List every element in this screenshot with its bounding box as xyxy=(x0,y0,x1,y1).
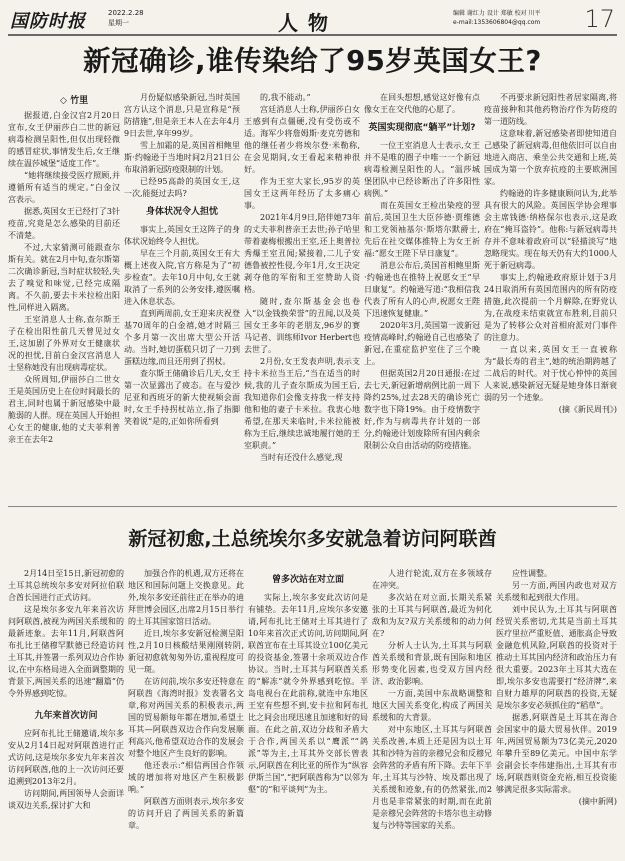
article2-col5 xyxy=(496,568,617,856)
paragraph: 不再要求新冠阳性者居家隔离,将疫苗接种和其他药物治疗作为防疫的第一道防线。 xyxy=(484,93,617,126)
paragraph: 消息公布后,英国首相鲍里斯·约翰逊也在推特上祝愿女王“早日康复”。约翰逊写道:“我相信我代表了所有人的心声,祝愿女王陛下迅速恢复健康。” xyxy=(364,261,480,318)
paragraph: 刘中民认为,土耳其与阿联酋经贸关系密切,尤其是当前土耳其医疗里拉严重贬值、通胀高企导致金融危机风险,阿联酋的投资对于推动土耳其国内经济和政治压力有很大重要。2023年土耳其大选在即,埃尔多安也需要打“经济牌”,来自财力雄厚的阿联酋的投资,无疑是埃尔多安必须抓住的“稻草”。 xyxy=(496,605,617,710)
subheading: 曾多次站在对立面 xyxy=(271,575,344,585)
article2-col1 xyxy=(8,568,124,702)
paragraph: 2月14日至15日,新冠初愈的土耳其总统埃尔多安对阿拉伯联合酋长国进行正式访问。 xyxy=(8,569,124,602)
section-title: 人物 xyxy=(278,11,338,35)
paragraph: 访问期间,两国领导人会面详谈双边关系,探讨扩大和 xyxy=(8,789,124,810)
article2-col3 xyxy=(248,568,368,856)
paragraph: 近日,埃尔多安新冠检测呈阳性,2月10日核酸结果刚刚转阴,新冠初愈就匆匆外访,重视程度可见一斑。 xyxy=(128,629,244,674)
paragraph: 约翰逊的许多健康顾问认为,此举具有很大的风险。英国医学协会理事会主席钱德·纳格保尔也表示,这是政府在“掩耳盗铃”。他称:与新冠病毒共存并不意味着政府可以“轻描淡写”地忽略现实。现在每天仍有大约1000人死于新冠病毒。 xyxy=(484,189,617,270)
paragraph: 在回头想想,感觉这好像有点像女王在交代他的心愿了。 xyxy=(364,93,480,114)
article2-col4 xyxy=(372,568,492,856)
email-text: e-mail:1353606804@qq.com xyxy=(453,19,541,26)
paragraph: 宫廷消息人士称,伊丽莎白女王感到有点僵硬,没有受伤或不适。海军少将詹姆斯·麦克劳德和他的继任者少将埃尔登·米勒称,在会见期间,女王看起来精神很好。 xyxy=(244,105,360,174)
page-number: 17 xyxy=(584,5,615,33)
paragraph: 一方面,美国中东战略调整和地区大国关系变化,构成了两国关系缓和的大背景。 xyxy=(372,689,492,722)
paragraph: 的,我不能动。” xyxy=(260,93,311,102)
article1-col2 xyxy=(124,92,240,502)
paragraph: 直到两周前,女王迎来庆祝登基70周年的白金禧,她才时隔三个多月第一次出席大型公开活动。当时,她切蛋糕只切了一刀到蛋糕边缘,而且还用到了拐杖。 xyxy=(124,309,240,366)
paragraph: 实际上,埃尔多安此次访问是有铺垫。去年11月,应埃尔多安邀请,阿布扎比王储对土耳其进行了10年来首次正式访问,访问期间,阿联酋宣布在土耳其设立100亿美元的投资基金,签署十余项双边合作协议。当时,土耳其与阿联酋关系的“解冻”就令外界感到吃惊。半岛电视台在此前称,就连中东地区王室有些想不到,安卡拉和阿布扎比之间会出现迅速且加速和好的局面。在此之前,双边分歧和矛盾大于合作,两国关系以“鹰派”“鸽派”等为主,土耳其外交部长曾表示,阿联酋在利比亚的所作为“纵容伊斯兰国”,“把阿联酋称为“以邻为壑”的“和平谈判”为主。 xyxy=(248,593,368,794)
article-divider xyxy=(8,506,617,507)
subheading: 身体状况令人担忧 xyxy=(145,207,218,217)
paragraph: 这是埃尔多安九年来首次访问阿联酋,被视为两国关系缓和的最新迹象。去年11月,阿联酋阿布扎比王储穆罕默德已经造访问土耳其,并签署一系列双边合作协议,在中东格局进入全面调整期的背景下,两国关系的迅速“翻篇”仍令外界感到吃惊。 xyxy=(8,605,124,698)
subheading: 英国实现彻底“躺平”计划? xyxy=(368,123,476,133)
paragraph: 一直以来,英国女王一直被称为“最长寿的君主”,她的统治期跨越了二战后的时代。对于忧心忡忡的英国人来说,感染新冠无疑是她身体日渐衰弱的另一个迹象。 xyxy=(484,345,617,402)
paragraph: 随时,查尔斯基金会也卷入“以金钱换荣誉”的丑闻,以及英国女王多年的老朋友,96岁的赛马记者、训练师Ivor Herbert也去世了。 xyxy=(244,297,360,354)
article1-headline: 新冠确诊,谁传染给了95岁英国女王? xyxy=(83,45,542,77)
article1-col3 xyxy=(244,92,360,502)
paragraph: 作为王室大家长,95岁的英国女王这两年经历了太多痛心事。 xyxy=(244,177,360,210)
paragraph: 对中东地区,土耳其与阿联酋关系改善,本质上还是因为以土耳其和沙特为首的亲穆兄会和反穆兄会阵营的矛盾有所下降。去年下半年,土耳其与沙特、埃及都出现了关系缓和迹象,有的仍然紧张,而2月也是非常紧张的时期,而在此前是亲穆兄会阵营的卡塔尔也主动修复与沙特等国家的关系。 xyxy=(372,725,492,830)
article-source: (摘《新民周刊》) xyxy=(558,405,617,414)
paragraph: 另一方面,两国内政也对双方关系缓和起到很大作用。 xyxy=(496,581,617,602)
editors-text: 编辑 谢红力 设计 郑敏 校对 川平 xyxy=(453,10,541,17)
paragraph: 2020年3月,英国第一波新冠疫情高峰时,约翰逊自己也感染了新冠,在重症监护室住了三个晚上。 xyxy=(364,321,480,366)
paragraph: 众所周知,伊丽莎白二世女王是英国历史上在位时间最长的君主,同时也属于新冠感染中最脆弱的人群。现在英国人开始担心女王的健康,他的丈夫菲利普亲王在去年2 xyxy=(8,375,120,444)
paragraph: 不过,大家猜测可能跟查尔斯有关。就在2月中旬,查尔斯第二次确诊新冠,当时症状较轻,失去了嗅觉和味觉,已经完成隔离。不久前,要去卡米拉检出阳性,同样进入隔离。 xyxy=(8,243,120,312)
paragraph: 一位王室消息人士表示,女王并不是唯的圈子中唯一一个新冠病毒检测呈阳性的人。“温莎城堡团队中已经诊断出了许多阳性病例。” xyxy=(364,141,480,198)
weekday-text: 星期一 xyxy=(108,19,129,27)
article1-byline: ◇ 竹里 xyxy=(60,96,89,106)
article2-col2 xyxy=(128,568,244,856)
paragraph: 据报道,白金汉宫2月20日宣布,女王伊丽莎白二世的新冠病毒检测呈阳性,但仅出现轻微的感冒症状,事情发生后,女王继续在温莎城堡“适度工作”。 xyxy=(8,111,120,168)
paragraph: 阿联酋方面则表示,埃尔多安的访问开启了两国关系的新篇章。 xyxy=(128,797,244,830)
paragraph: “她将继续接受医疗照顾,并遵循所有适当的规定。”白金汉宫表示。 xyxy=(8,171,120,204)
article1-col1 xyxy=(8,110,120,502)
date-text: 2022.2.28 xyxy=(108,9,144,17)
paragraph: 事实上,约翰逊政府原计划于3月24日取消所有英国范围内的所有防疫措施,此次提前一个月解除,在野党认为,在战疫未结束就宣布胜利,目前只是为了转移公众对首相府派对门事件的注意力。 xyxy=(484,273,617,342)
paragraph: 王室消息人士称,查尔斯王子在检出阳性前几天曾见过女王,这加剧了外界对女王健康状况的担忧,目前白金汉宫消息人士坚称她没有出现病毒症状。 xyxy=(8,315,120,372)
paragraph: 事实上,英国女王这阵子的身体状况始终令人担忧。 xyxy=(124,225,240,246)
paragraph: 应阿布扎比王储邀请,埃尔多安从2月14日起对阿联酋进行正式访问,这是埃尔多安九年来首次访问阿联酋,他的上一次访问还要追溯到2013年2月。 xyxy=(8,729,124,786)
paragraph: 这意味着,新冠感染者即使知道自己感染了新冠病毒,但他依旧可以自由地进入商店、乘坐公共交通和上班,英国成为第一个放弃抗疫的主要欧洲国家。 xyxy=(484,129,617,186)
paragraph: 多次站在对立面,长期关系紧张的土耳其与阿联酋,最近为何化敌和为友?双方关系缓和的动力何在? xyxy=(372,593,492,638)
paragraph: 他还表示:“相信两国合作领域的增加将对地区产生积极影响。” xyxy=(128,761,244,794)
masthead xyxy=(8,6,617,36)
paragraph: 2021年4月9日,陪伴她73年的丈夫菲利普亲王去世;孙子哈里带着妻梅根搬出王室,还上奥普拉秀爆王室丑闻;紧接着,二儿子安德鲁被控性侵,今年1月,女王决定剥夺他的军衔和王室赞助人资格。 xyxy=(244,213,360,294)
paragraph: 而在英国女王检出染疫的翌前后,英国卫生大臣莎德·贾维德和工党领袖基尔·斯塔尔默爵士,先后在社交媒体推特上为女王祈福:“愿女王陛下早日康复”。 xyxy=(364,201,480,258)
article-source: (摘中新网) xyxy=(578,797,617,806)
article1-col5 xyxy=(484,92,617,502)
article1-col4 xyxy=(364,92,480,502)
paragraph: 据悉,阿联酋是土耳其在海合会国家中的最大贸易伙伴。2019年,两国贸易额为73亿美元,2020年攀升至89亿美元。中国中东学会副会长李伟建指出,土耳其有市场,阿联酋则资金充裕,相互投资能够满足很多实际需求。 xyxy=(496,713,617,794)
paragraph: 查尔斯王储确诊后几天,女王第一次显露出了疲态。在与爱沙尼亚和西班牙的新大使视频会面时,女王手持拐杖站立,指了指脚笑着说“是的,正如你所看到 xyxy=(124,369,240,426)
paragraph: 月份疑似感染新冠,当时英国宫方认这个消息,只是宣称是“预防措施”,但是亲王本人在去年4月9日去世,享年99岁。 xyxy=(124,93,240,138)
paragraph: 2月份,女王发表声明,表示支持卡米拉当王后,“当在适当的时候,我的儿子查尔斯成为国王后,我知道你们会像支持我一样支持他和他的妻子卡米拉。我衷心地希望,在那天来临时,卡米拉能被称为王后,继续忠诚地履行她的王室职责。” xyxy=(244,357,360,450)
paragraph: 在访问前,埃尔多安还特意在阿联酋《海湾时报》发表署名文章,称对两国关系的积极表示,两国的贸易额每年都在增加,希望土耳其—阿联酋双边合作向发展顺利高兴,他希望双边合作的发展会对整个地区产生良好的影响。 xyxy=(128,677,244,758)
paragraph: 加强合作的机遇,双方还将在地区和国际问题上交换意见。此外,埃尔多安还前往正在举办的迪拜世博会园区,出席2月15日举行的土耳其国家馆日活动。 xyxy=(128,569,244,626)
paragraph: 已经95高龄的英国女王,这一次,能挺过去吗? xyxy=(124,177,240,198)
issue-date xyxy=(108,8,144,28)
paragraph: 分析人士认为,土耳其与阿联酋关系缓和背景,既有国际和地区形势变化因素,也受双方国内经济、政治影响。 xyxy=(372,641,492,686)
newspaper-logo: 国防时报 xyxy=(10,11,86,32)
paragraph: 早在三个月前,英国女王有大概上述夜入院,官方称是为了“初步检查”。去年10月中旬,女王就取消了一系列的公务安排,遵医嘱进入休息状态。 xyxy=(124,249,240,306)
article2-headline: 新冠初愈,土总统埃尔多安就急着访问阿联酋 xyxy=(128,528,497,550)
editor-credits xyxy=(453,9,593,27)
paragraph: 应性调整。 xyxy=(512,569,552,578)
paragraph: 雪上加霜的是,英国首相鲍里斯·约翰逊于当地时间2月21日公布取消新冠防疫限制的计划。 xyxy=(124,141,240,174)
byline-name: 竹里 xyxy=(70,96,89,106)
paragraph: 据悉,英国女王已经打了3针疫苗,究竟是怎么感染的目前还不清楚。 xyxy=(8,207,120,240)
paragraph: 但据英国2月20日通报:在过去七天,新冠新增病例比前一周下降约25%,过去28天的确诊死亡数字也下降19%。由于疫情数字好,作为与病毒共存计划的一部分,约翰逊计划废除所有国内剩余限制公众自由活动的防疫措施。 xyxy=(364,369,480,450)
paragraph: 人进行轮流,双方在多领域存在冲突。 xyxy=(372,569,492,590)
article2-col1b xyxy=(8,704,124,856)
subheading: 九年来首次访问 xyxy=(34,711,98,721)
paragraph: 当时有还没什么感觉,现 xyxy=(260,453,343,462)
